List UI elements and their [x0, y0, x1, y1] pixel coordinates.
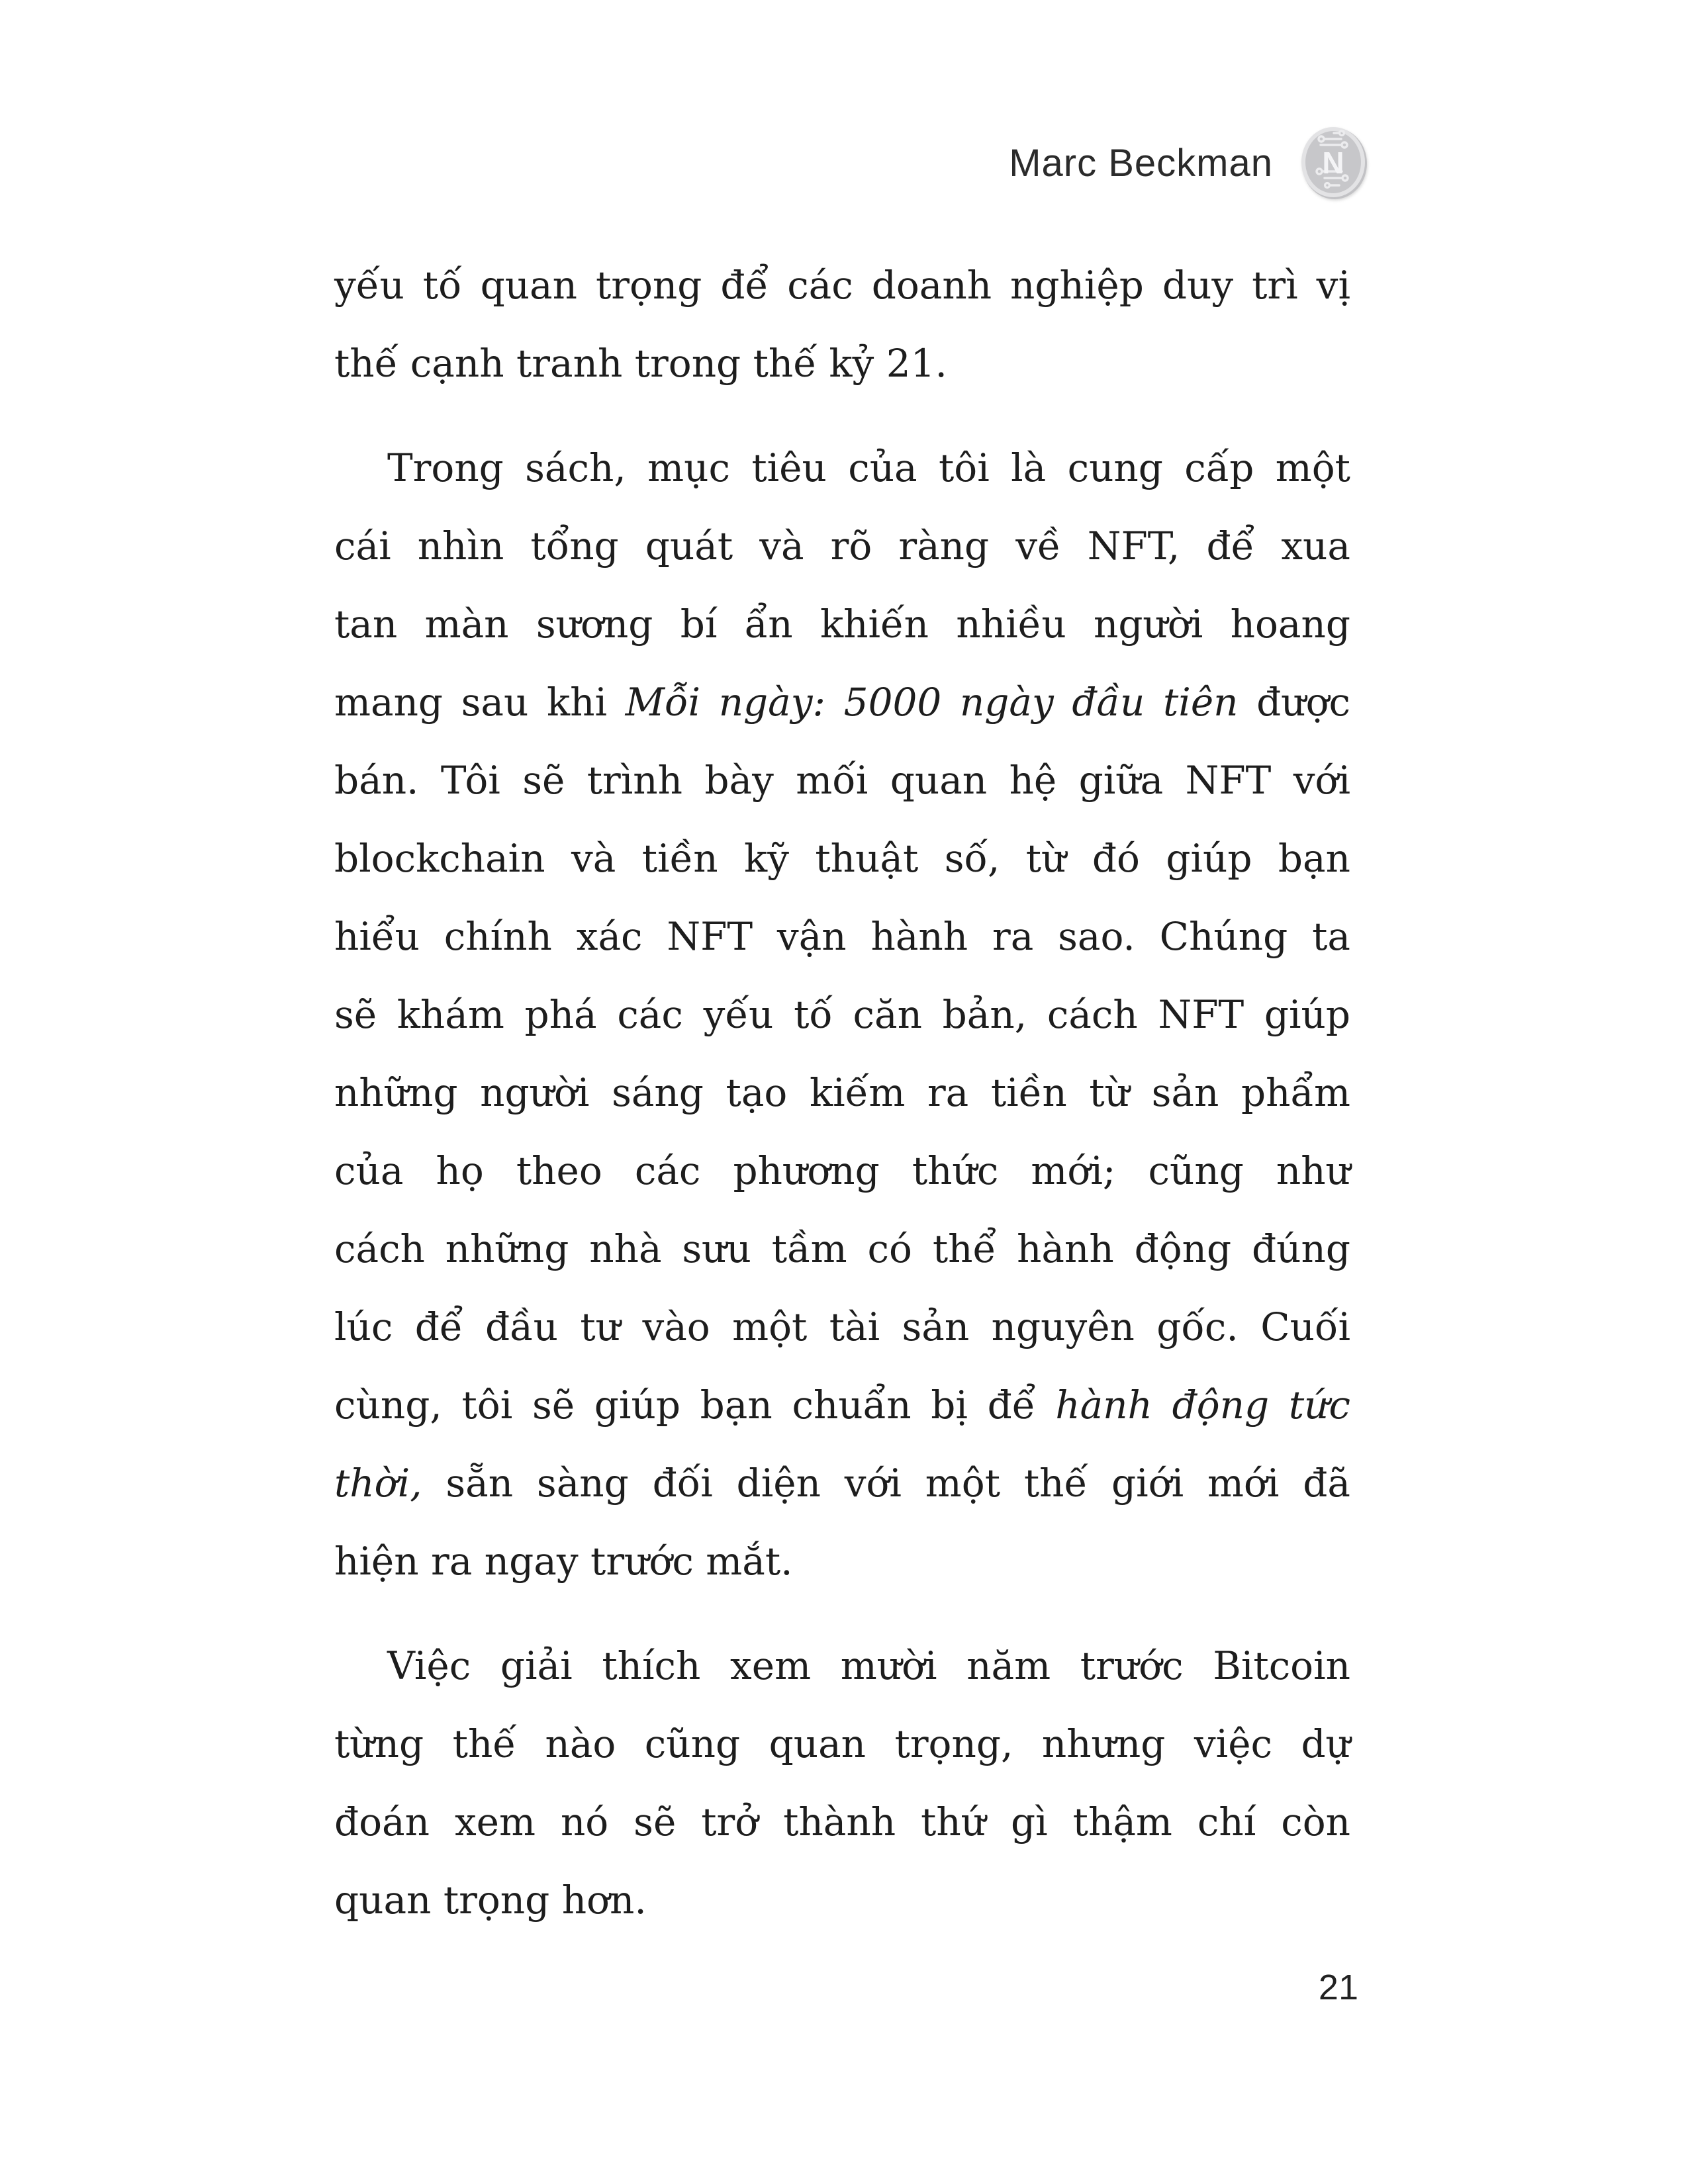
text-line: bán. Tôi sẽ trình bày mối quan hệ giữa NFT với [334, 758, 1350, 803]
text-line: đoán xem nó sẽ trở thành thứ gì thậm chí còn [334, 1799, 1350, 1844]
text-line: mang sau khi Mỗi ngày: 5000 ngày đầu tiên được [334, 680, 1351, 725]
page-header [1009, 126, 1368, 200]
text-line: của họ theo các phương thức mới; cũng như [334, 1148, 1350, 1193]
text-line: cùng, tôi sẽ giúp bạn chuẩn bị để hành động tức [334, 1383, 1350, 1428]
paragraph [334, 1627, 1350, 1939]
text-line: yếu tố quan trọng để các doanh nghiệp duy trì vị [334, 263, 1350, 308]
n-coin-logo-icon [1299, 125, 1368, 201]
text-line: hiện ra ngay trước mắt. [334, 1539, 793, 1584]
text-line: Việc giải thích xem mười năm trước Bitcoin [387, 1643, 1350, 1688]
text-line: hiểu chính xác NFT vận hành ra sao. Chúng ta [334, 914, 1350, 959]
text-line: quan trọng hơn. [334, 1878, 647, 1923]
coin-letter: N [1322, 146, 1344, 180]
text-line: thế cạnh tranh trong thế kỷ 21. [334, 341, 947, 386]
page-number: 21 [1318, 1968, 1358, 2007]
text-line: cách những nhà sưu tầm có thể hành động đúng [334, 1226, 1350, 1271]
text-line: cái nhìn tổng quát và rõ ràng về NFT, để xua [334, 523, 1350, 569]
text-line: sẽ khám phá các yếu tố căn bản, cách NFT giúp [334, 992, 1350, 1037]
author-name: Marc Beckman [1009, 141, 1273, 185]
text-line: thời, sẵn sàng đối diện với một thế giới mới đã [334, 1461, 1350, 1506]
text-line: Trong sách, mục tiêu của tôi là cung cấp một [387, 445, 1350, 490]
text-line: từng thế nào cũng quan trọng, nhưng việc dự [334, 1721, 1350, 1766]
text-line: tan màn sương bí ẩn khiến nhiều người hoang [334, 602, 1350, 647]
text-line: blockchain và tiền kỹ thuật số, từ đó giúp bạn [334, 836, 1350, 881]
text-line: lúc để đầu tư vào một tài sản nguyên gốc. Cuối [334, 1304, 1350, 1349]
paragraph [334, 429, 1350, 1600]
paragraph [334, 246, 1350, 402]
text-line: những người sáng tạo kiếm ra tiền từ sản phẩm [334, 1070, 1350, 1115]
body-text [334, 246, 1350, 1939]
